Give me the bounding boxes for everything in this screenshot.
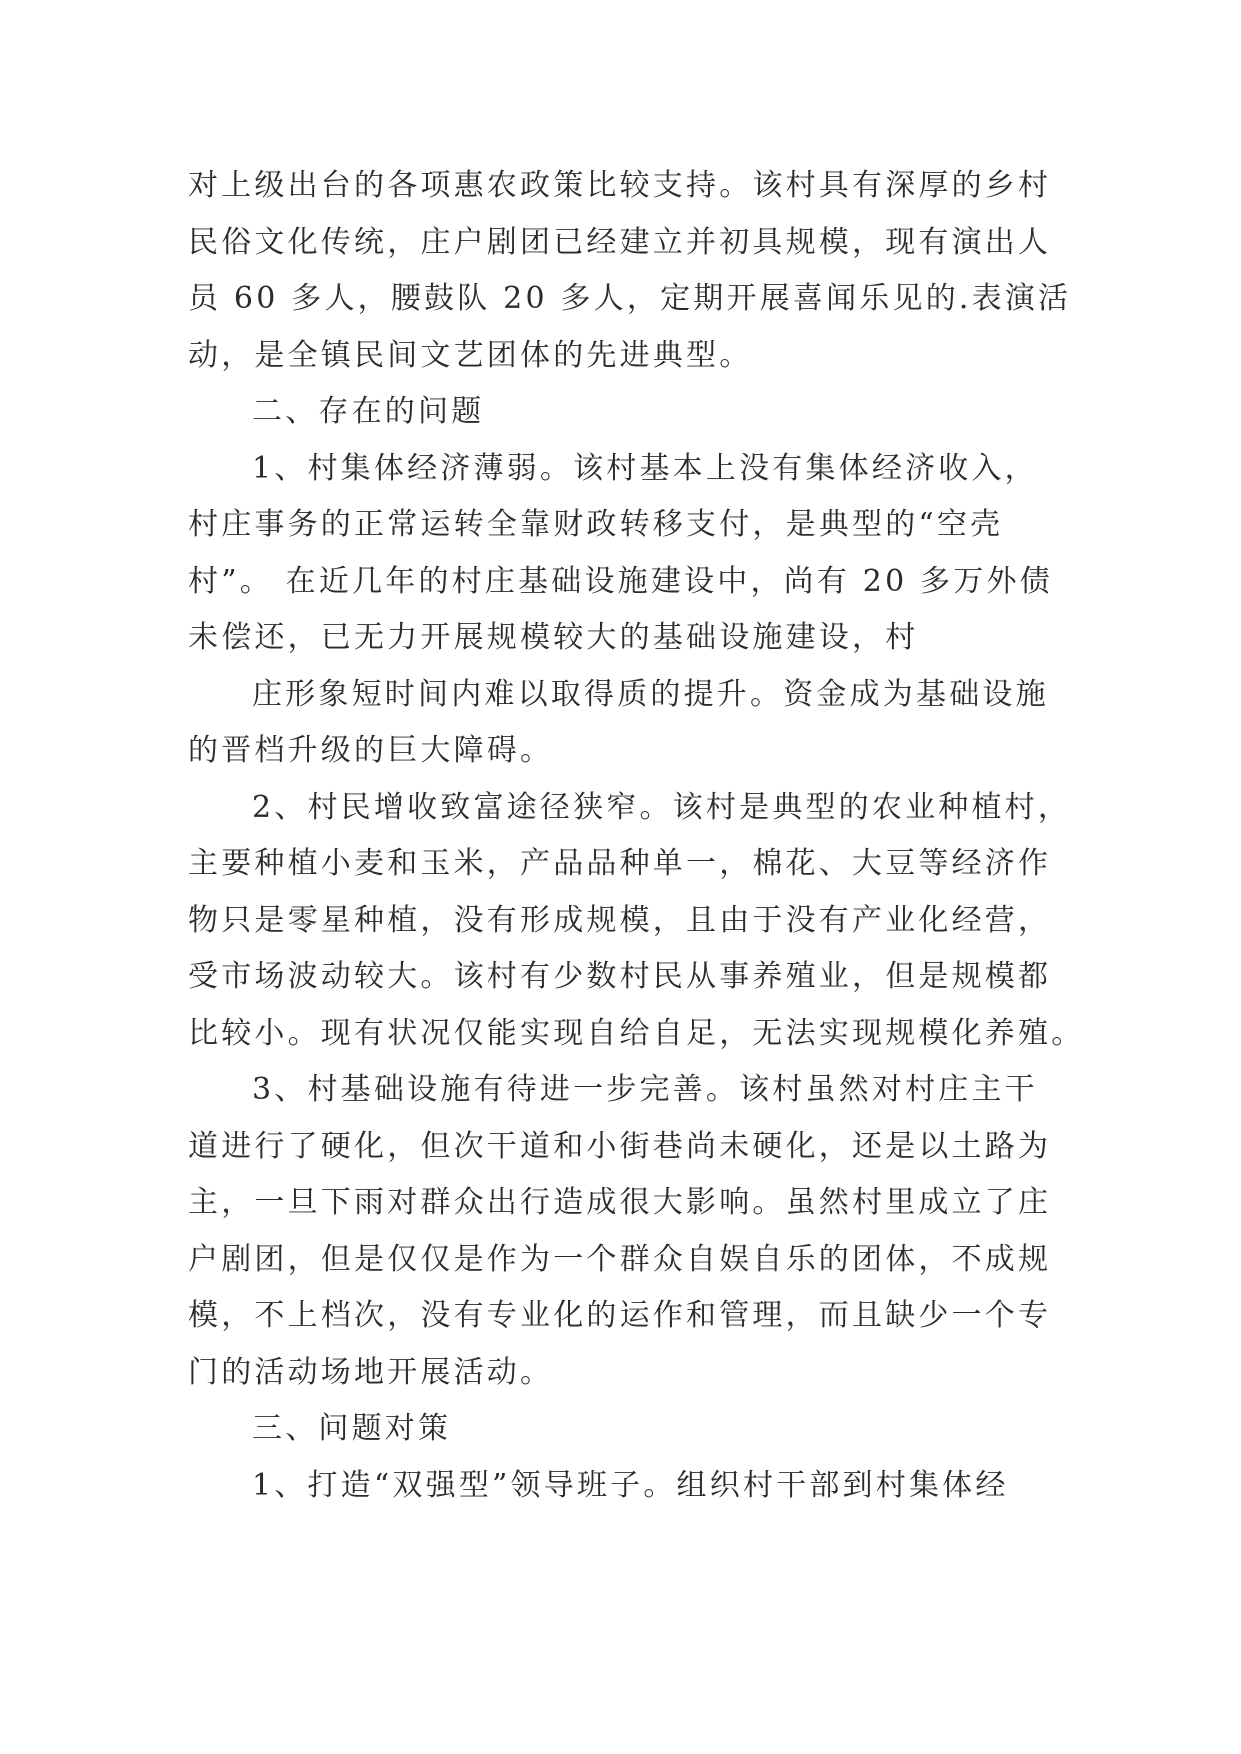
text-line: 动，是全镇民间文艺团体的先进典型。 — [188, 337, 753, 373]
text-line: 1、打造“双强型”领导班子。组织村干部到村集体经 — [252, 1467, 1009, 1503]
text-line: 主，一旦下雨对群众出行造成很大影响。虽然村里成立了庄 — [188, 1185, 1052, 1220]
text-line: 受市场波动较大。该村有少数村民从事养殖业，但是规模都 — [188, 959, 1052, 994]
text-line: 村”。 在近几年的村庄基础设施建设中，尚有 20 多万外债 — [188, 563, 1053, 599]
text-line: 对上级出台的各项惠农政策比较支持。该村具有深厚的乡村 — [188, 168, 1052, 203]
text-line: 门的活动场地开展活动。 — [188, 1354, 554, 1390]
text-line: 未偿还，已无力开展规模较大的基础设施建设，村 — [188, 620, 919, 655]
text-line: 1、村集体经济薄弱。该村基本上没有集体经济收入， — [252, 450, 1038, 486]
text-line: 2、村民增收致富途径狭窄。该村是典型的农业种植村， — [252, 789, 1072, 825]
text-line: 的晋档升级的巨大障碍。 — [188, 733, 554, 768]
section-heading: 二、存在的问题 — [252, 394, 485, 429]
text-line: 户剧团，但是仅仅是作为一个群众自娱自乐的团体，不成规 — [188, 1241, 1052, 1277]
text-line: 民俗文化传统，庄户剧团已经建立并初具规模，现有演出人 — [188, 224, 1052, 260]
text-line: 村庄事务的正常运转全靠财政转移支付，是典型的“空壳 — [188, 507, 1004, 542]
section-heading: 三、问题对策 — [252, 1411, 452, 1446]
document-body — [188, 158, 1085, 1514]
text-line: 员 60 多人，腰鼓队 20 多人，定期开展喜闻乐见的.表演活 — [188, 281, 1072, 316]
text-line: 模，不上档次，没有专业化的运作和管理，而且缺少一个专 — [188, 1298, 1052, 1333]
text-line: 物只是零星种植，没有形成规模，且由于没有产业化经营， — [188, 902, 1052, 938]
text-line: 3、村基础设施有待进一步完善。该村虽然对村庄主干 — [252, 1072, 1038, 1107]
text-line: 道进行了硬化，但次干道和小街巷尚未硬化，还是以土路为 — [188, 1128, 1052, 1164]
text-line: 庄形象短时间内难以取得质的提升。资金成为基础设施 — [252, 676, 1049, 712]
text-line: 比较小。现有状况仅能实现自给自足，无法实现规模化养殖。 — [188, 1015, 1085, 1051]
text-line: 主要种植小麦和玉米，产品品种单一，棉花、大豆等经济作 — [188, 846, 1052, 881]
